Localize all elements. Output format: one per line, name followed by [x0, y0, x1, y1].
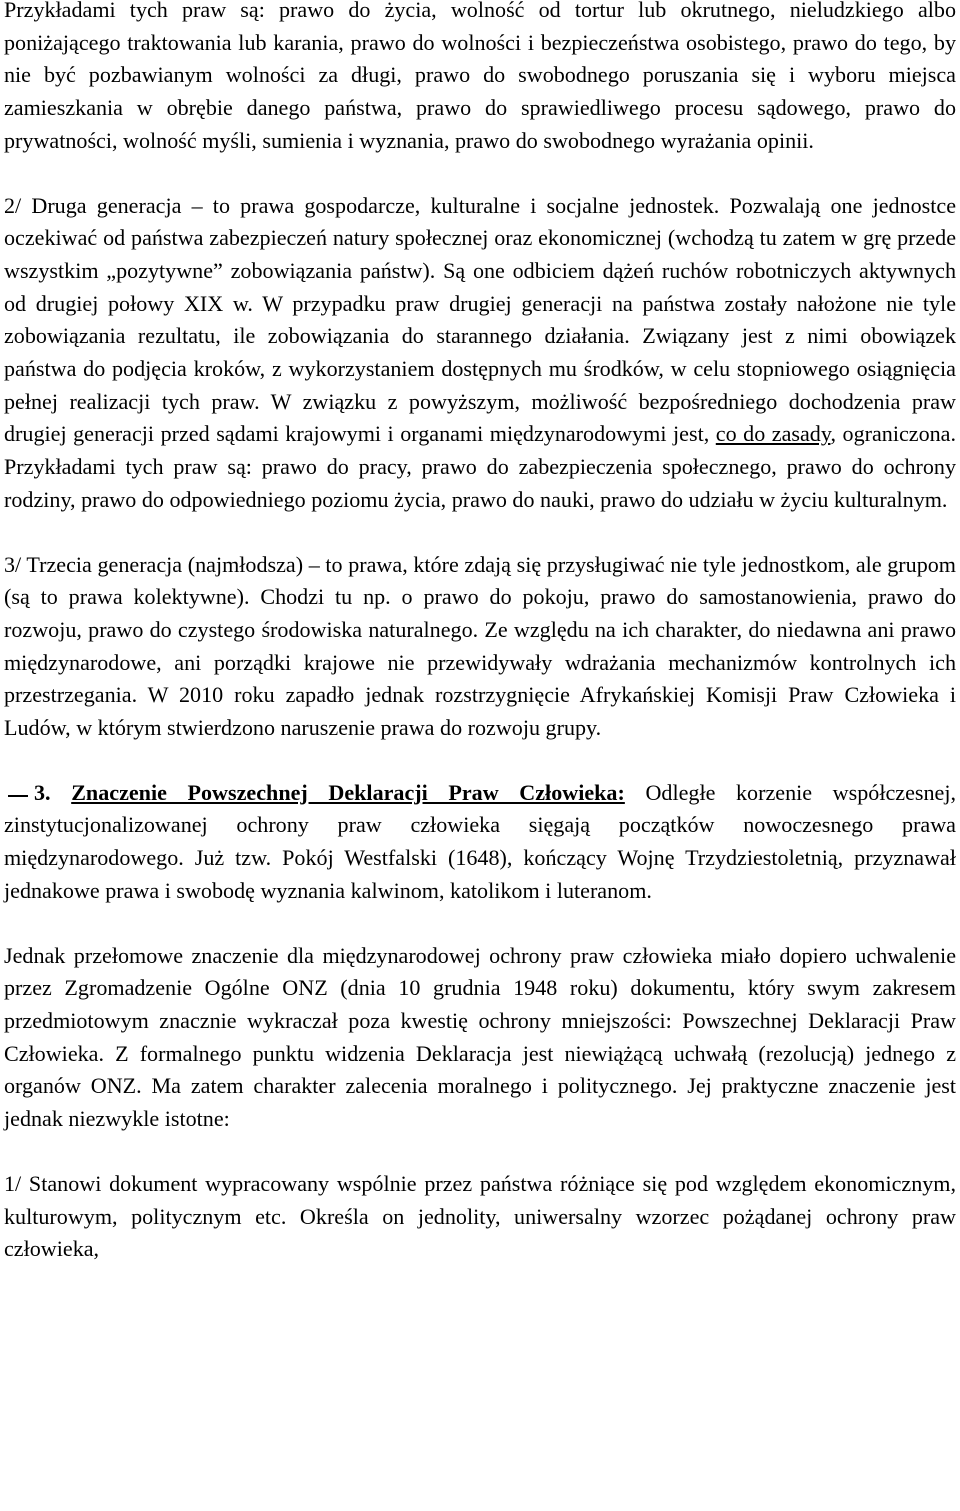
section-marker-icon	[8, 795, 28, 800]
section-title: Znaczenie Powszechnej Deklaracji Praw Człowieka:	[71, 779, 625, 805]
paragraph-second-generation-text: 2/ Druga generacja – to prawa gospodarcze, kulturalne i socjalne jednostek. Pozwalają one jednostce oczekiwać od państwa zabezpieczeń natury społecznej oraz ekonomicznej (wchodzą tu zatem w grę przede wszystkim „pozytywne” zobowiązania państw). Są one odbiciem dążeń ruchów robotniczych aktywnych od drugiej połowy XIX w. W przypadku praw drugiej generacji na państwa zostały nałożone nie tyle zobowiązania rezultatu, ile zobowiązania do starannego działania. Związany jest z nimi obowiązek państwa do podjęcia kroków, z wykorzystaniem dostępnych mu środków, w celu stopniowego osiągnięcia pełnej realizacji tych praw. W związku z powyższym, możliwość bezpośredniego dochodzenia praw drugiej generacji przed sądami krajowymi i organami międzynarodowymi jest,	[4, 192, 956, 447]
underlined-phrase: co do zasady	[715, 421, 831, 447]
section-3-paragraph	[4, 777, 956, 908]
paragraph-point-1: 1/ Stanowi dokument wypracowany wspólnie przez państwa różniące się pod względem ekonomicznym, kulturowym, politycznym etc. Określa on jednolity, uniwersalny wzorzec pożądanej ochrony praw człowieka,	[4, 1170, 956, 1262]
paragraph-second-generation-text-end: , ograniczona. Przykładami tych praw są: prawo do pracy, prawo do zabezpieczenia społecznego, prawo do ochrony rodziny, prawo do odpowiedniego poziomu życia, prawo do nauki, prawo do udziału w życiu kulturalnym.	[4, 421, 957, 512]
paragraph-second-generation	[4, 190, 956, 517]
paragraph-third-generation: 3/ Trzecia generacja (najmłodsza) – to prawa, które zdają się przysługiwać nie tyle jednostkom, ale grupom (są to prawa kolektywne). Chodzi tu np. o prawo do pokoju, prawo do samostanowienia, prawo do rozwoju, prawo do czystego środowiska naturalnego. Ze względu na ich charakter, do niedawna ani prawo międzynarodowe, ani porządki krajowe nie przewidywały wdrażania mechanizmów kontrolnych ich przestrzegania. W 2010 roku zapadło jednak rozstrzygnięcie Afrykańskiej Komisji Praw Człowieka i Ludów, w którym stwierdzono naruszenie prawa do rozwoju grupy.	[4, 551, 956, 741]
paragraph-first-generation-examples: Przykładami tych praw są: prawo do życia, wolność od tortur lub okrutnego, nieludzkiego albo poniżającego traktowania lub karania, prawo do wolności i bezpieczeństwa osobistego, prawo do tego, by nie być pozbawianym wolności za długi, prawo do swobodnego poruszania się i wyboru miejsca zamieszkania w obrębie danego państwa, prawo do sprawiedliwego procesu sądowego, prawo do prywatności, wolność myśli, sumienia i wyznania, prawo do swobodnego wyrażania opinii.	[4, 0, 956, 153]
paragraph-udhr-significance: Jednak przełomowe znaczenie dla międzynarodowej ochrony praw człowieka miało dopiero uchwalenie przez Zgromadzenie Ogólne ONZ (dnia 10 grudnia 1948 roku) dokumentu, który swym zakresem przedmiotowym znacznie wykraczał poza kwestię ochrony mniejszości: Powszechnej Deklaracji Praw Człowieka. Z formalnego punktu widzenia Deklaracja jest niewiążącą uchwałą (rezolucją) jednego z organów ONZ. Ma zatem charakter zalecenia moralnego i politycznego. Jej praktyczne znaczenie jest jednak niezwykle istotne:	[4, 942, 956, 1132]
section-number: 3.	[34, 779, 51, 805]
section-3-text: Odległe korzenie współczesnej, zinstytucjonalizowanej ochrony praw człowieka sięgają początków nowoczesnego prawa międzynarodowego. Już tzw. Pokój Westfalski (1648), kończący Wojnę Trzydziestoletnią, przyznawał jednakowe prawa i swobodę wyznania kalwinom, katolikom i luteranom.	[4, 779, 956, 903]
